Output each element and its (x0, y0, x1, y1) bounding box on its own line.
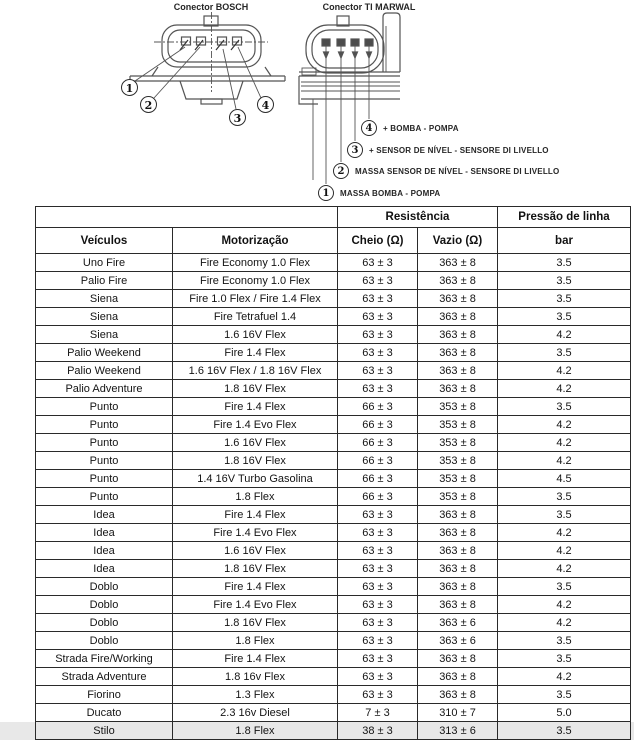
cell-resistencia-cheio: 63 ± 3 (338, 290, 418, 308)
cell-pressao-bar: 4.2 (498, 614, 631, 632)
cell-pressao-bar: 3.5 (498, 632, 631, 650)
cell-resistencia-cheio: 66 ± 3 (338, 434, 418, 452)
table-row (36, 668, 631, 686)
cell-veiculo: Punto (36, 470, 173, 488)
cell-pressao-bar: 4.2 (498, 668, 631, 686)
cell-veiculo: Idea (36, 524, 173, 542)
cell-resistencia-cheio: 63 ± 3 (338, 614, 418, 632)
cell-pressao-bar: 4.2 (498, 380, 631, 398)
cell-motorizacao: Fire 1.4 Flex (173, 344, 338, 362)
table-row (36, 686, 631, 704)
cell-veiculo: Doblo (36, 632, 173, 650)
cell-resistencia-cheio: 63 ± 3 (338, 560, 418, 578)
cell-resistencia-vazio: 353 ± 8 (418, 416, 498, 434)
cell-resistencia-vazio: 363 ± 8 (418, 578, 498, 596)
cell-resistencia-cheio: 66 ± 3 (338, 398, 418, 416)
table-row (36, 308, 631, 326)
cell-veiculo: Punto (36, 452, 173, 470)
cell-resistencia-cheio: 38 ± 3 (338, 722, 418, 740)
cell-resistencia-vazio: 363 ± 8 (418, 542, 498, 560)
cell-pressao-bar: 4.2 (498, 452, 631, 470)
cell-resistencia-cheio: 66 ± 3 (338, 488, 418, 506)
cell-motorizacao: 1.3 Flex (173, 686, 338, 704)
cell-resistencia-vazio: 363 ± 8 (418, 506, 498, 524)
cell-resistencia-cheio: 63 ± 3 (338, 506, 418, 524)
cell-resistencia-cheio: 63 ± 3 (338, 632, 418, 650)
group-header-blank (36, 207, 338, 228)
cell-pressao-bar: 3.5 (498, 308, 631, 326)
cell-veiculo: Siena (36, 308, 173, 326)
cell-resistencia-cheio: 63 ± 3 (338, 254, 418, 272)
cell-resistencia-cheio: 63 ± 3 (338, 272, 418, 290)
cell-pressao-bar: 4.2 (498, 560, 631, 578)
cell-pressao-bar: 4.2 (498, 542, 631, 560)
cell-veiculo: Strada Adventure (36, 668, 173, 686)
cell-resistencia-cheio: 66 ± 3 (338, 470, 418, 488)
table-column-header-row (36, 228, 631, 254)
table-row (36, 272, 631, 290)
cell-veiculo: Idea (36, 560, 173, 578)
cell-resistencia-cheio: 66 ± 3 (338, 452, 418, 470)
cell-motorizacao: Fire 1.0 Flex / Fire 1.4 Flex (173, 290, 338, 308)
cell-motorizacao: Fire 1.4 Evo Flex (173, 524, 338, 542)
table-row (36, 650, 631, 668)
cell-resistencia-vazio: 363 ± 8 (418, 326, 498, 344)
cell-resistencia-vazio: 363 ± 6 (418, 632, 498, 650)
cell-motorizacao: Fire Economy 1.0 Flex (173, 254, 338, 272)
cell-veiculo: Punto (36, 434, 173, 452)
cell-pressao-bar: 3.5 (498, 686, 631, 704)
cell-pressao-bar: 3.5 (498, 290, 631, 308)
cell-pressao-bar: 3.5 (498, 722, 631, 740)
marwal-pins (322, 39, 373, 58)
column-header-cheio: Cheio (Ω) (338, 228, 418, 254)
table-row (36, 704, 631, 722)
group-header-pressao: Pressão de linha (498, 207, 631, 228)
cell-resistencia-vazio: 353 ± 8 (418, 488, 498, 506)
cell-motorizacao: Fire 1.4 Evo Flex (173, 596, 338, 614)
cell-veiculo: Punto (36, 398, 173, 416)
cell-veiculo: Punto (36, 416, 173, 434)
bosch-callout-3-icon: 3 (229, 109, 246, 126)
table-row (36, 290, 631, 308)
cell-veiculo: Idea (36, 542, 173, 560)
cell-motorizacao: Fire 1.4 Evo Flex (173, 416, 338, 434)
cell-veiculo: Stilo (36, 722, 173, 740)
cell-resistencia-vazio: 353 ± 8 (418, 398, 498, 416)
fuel-pump-spec-table (35, 206, 631, 740)
cell-resistencia-vazio: 363 ± 8 (418, 254, 498, 272)
table-row (36, 434, 631, 452)
cell-veiculo: Uno Fire (36, 254, 173, 272)
cell-veiculo: Palio Weekend (36, 344, 173, 362)
table-row (36, 596, 631, 614)
cell-motorizacao: Fire 1.4 Flex (173, 398, 338, 416)
cell-resistencia-cheio: 63 ± 3 (338, 326, 418, 344)
cell-pressao-bar: 4.2 (498, 416, 631, 434)
cell-pressao-bar: 4.2 (498, 524, 631, 542)
marwal-connector-drawing (299, 13, 400, 184)
cell-resistencia-cheio: 63 ± 3 (338, 308, 418, 326)
cell-resistencia-vazio: 363 ± 8 (418, 308, 498, 326)
table-row (36, 398, 631, 416)
bosch-connector-label: Conector BOSCH (173, 2, 249, 12)
cell-pressao-bar: 3.5 (498, 578, 631, 596)
table-row (36, 380, 631, 398)
legend-item-1 (318, 185, 440, 201)
cell-motorizacao: 1.8 16V Flex (173, 452, 338, 470)
cell-resistencia-cheio: 63 ± 3 (338, 362, 418, 380)
cell-pressao-bar: 4.5 (498, 470, 631, 488)
legend-item-3 (347, 142, 549, 158)
cell-veiculo: Doblo (36, 614, 173, 632)
cell-resistencia-vazio: 363 ± 6 (418, 614, 498, 632)
table-row (36, 506, 631, 524)
legend-number-3-icon: 3 (347, 142, 363, 158)
cell-pressao-bar: 5.0 (498, 704, 631, 722)
column-header-vazio: Vazio (Ω) (418, 228, 498, 254)
table-row (36, 344, 631, 362)
cell-motorizacao: 1.6 16V Flex (173, 326, 338, 344)
cell-veiculo: Doblo (36, 578, 173, 596)
table-row (36, 542, 631, 560)
cell-pressao-bar: 3.5 (498, 488, 631, 506)
cell-motorizacao: 1.8 Flex (173, 632, 338, 650)
cell-resistencia-vazio: 363 ± 8 (418, 362, 498, 380)
cell-resistencia-vazio: 363 ± 8 (418, 650, 498, 668)
cell-motorizacao: 1.6 16V Flex (173, 434, 338, 452)
cell-resistencia-vazio: 363 ± 8 (418, 272, 498, 290)
column-header-motorizacao: Motorização (173, 228, 338, 254)
cell-veiculo: Palio Fire (36, 272, 173, 290)
table-row (36, 362, 631, 380)
table-row (36, 722, 631, 740)
bosch-callout-4-icon: 4 (257, 96, 274, 113)
cell-veiculo: Palio Weekend (36, 362, 173, 380)
cell-resistencia-cheio: 63 ± 3 (338, 668, 418, 686)
cell-motorizacao: 1.8 16V Flex (173, 614, 338, 632)
cell-resistencia-cheio: 63 ± 3 (338, 596, 418, 614)
cell-pressao-bar: 3.5 (498, 650, 631, 668)
legend-item-4 (361, 120, 459, 136)
table-row (36, 614, 631, 632)
cell-resistencia-cheio: 7 ± 3 (338, 704, 418, 722)
legend-number-4-icon: 4 (361, 120, 377, 136)
group-header-resistencia: Resistência (338, 207, 498, 228)
cell-resistencia-vazio: 363 ± 8 (418, 290, 498, 308)
cell-pressao-bar: 3.5 (498, 344, 631, 362)
cell-veiculo: Strada Fire/Working (36, 650, 173, 668)
cell-resistencia-vazio: 353 ± 8 (418, 452, 498, 470)
legend-number-2-icon: 2 (333, 163, 349, 179)
table-row (36, 416, 631, 434)
cell-motorizacao: Fire 1.4 Flex (173, 650, 338, 668)
column-header-bar: bar (498, 228, 631, 254)
cell-resistencia-vazio: 313 ± 6 (418, 722, 498, 740)
cell-veiculo: Siena (36, 290, 173, 308)
cell-pressao-bar: 3.5 (498, 254, 631, 272)
legend-label-2: MASSA SENSOR DE NÍVEL - SENSORE DI LIVELLO (355, 166, 560, 176)
bosch-callout-2-icon: 2 (140, 96, 157, 113)
cell-resistencia-vazio: 363 ± 8 (418, 596, 498, 614)
cell-veiculo: Doblo (36, 596, 173, 614)
bosch-pins (180, 37, 242, 50)
cell-pressao-bar: 3.5 (498, 506, 631, 524)
cell-motorizacao: 1.8 16V Flex (173, 380, 338, 398)
cell-resistencia-vazio: 363 ± 8 (418, 560, 498, 578)
legend-label-1: MASSA BOMBA - POMPA (340, 188, 441, 198)
bosch-connector-drawing (130, 12, 285, 109)
table-row (36, 470, 631, 488)
table-row (36, 452, 631, 470)
cell-resistencia-vazio: 363 ± 8 (418, 344, 498, 362)
table-row (36, 524, 631, 542)
cell-motorizacao: Fire 1.4 Flex (173, 578, 338, 596)
cell-motorizacao: Fire Economy 1.0 Flex (173, 272, 338, 290)
cell-motorizacao: 1.8 16V Flex (173, 560, 338, 578)
table-row (36, 254, 631, 272)
cell-veiculo: Siena (36, 326, 173, 344)
legend-label-4: + BOMBA - POMPA (383, 123, 459, 133)
cell-resistencia-vazio: 310 ± 7 (418, 704, 498, 722)
cell-resistencia-vazio: 363 ± 8 (418, 686, 498, 704)
cell-resistencia-cheio: 63 ± 3 (338, 650, 418, 668)
cell-veiculo: Fiorino (36, 686, 173, 704)
cell-motorizacao: 1.8 16v Flex (173, 668, 338, 686)
cell-resistencia-cheio: 63 ± 3 (338, 380, 418, 398)
table-row (36, 560, 631, 578)
legend-label-3: + SENSOR DE NÍVEL - SENSORE DI LIVELLO (369, 145, 549, 155)
cell-pressao-bar: 3.5 (498, 398, 631, 416)
cell-veiculo: Idea (36, 506, 173, 524)
marwal-connector-label: Conector TI MARWAL (322, 2, 416, 12)
table-row (36, 488, 631, 506)
cell-pressao-bar: 4.2 (498, 596, 631, 614)
cell-resistencia-vazio: 363 ± 8 (418, 380, 498, 398)
cell-resistencia-cheio: 63 ± 3 (338, 578, 418, 596)
cell-resistencia-cheio: 63 ± 3 (338, 542, 418, 560)
cell-motorizacao: 1.6 16V Flex / 1.8 16V Flex (173, 362, 338, 380)
table-row (36, 578, 631, 596)
bosch-callout-1-icon: 1 (121, 79, 138, 96)
cell-veiculo: Punto (36, 488, 173, 506)
cell-resistencia-vazio: 363 ± 8 (418, 668, 498, 686)
cell-resistencia-vazio: 353 ± 8 (418, 434, 498, 452)
cell-motorizacao: Fire 1.4 Flex (173, 506, 338, 524)
cell-resistencia-cheio: 63 ± 3 (338, 524, 418, 542)
cell-veiculo: Ducato (36, 704, 173, 722)
cell-motorizacao: 1.8 Flex (173, 722, 338, 740)
legend-number-1-icon: 1 (318, 185, 334, 201)
cell-resistencia-cheio: 63 ± 3 (338, 344, 418, 362)
connector-diagram-section (0, 0, 634, 207)
table-row (36, 632, 631, 650)
cell-resistencia-vazio: 363 ± 8 (418, 524, 498, 542)
cell-motorizacao: 2.3 16v Diesel (173, 704, 338, 722)
cell-pressao-bar: 4.2 (498, 434, 631, 452)
cell-pressao-bar: 4.2 (498, 362, 631, 380)
cell-pressao-bar: 4.2 (498, 326, 631, 344)
cell-motorizacao: 1.8 Flex (173, 488, 338, 506)
cell-pressao-bar: 3.5 (498, 272, 631, 290)
cell-motorizacao: 1.6 16V Flex (173, 542, 338, 560)
table-row (36, 326, 631, 344)
cell-veiculo: Palio Adventure (36, 380, 173, 398)
cell-resistencia-vazio: 353 ± 8 (418, 470, 498, 488)
cell-resistencia-cheio: 66 ± 3 (338, 416, 418, 434)
cell-resistencia-cheio: 63 ± 3 (338, 686, 418, 704)
column-header-veiculos: Veículos (36, 228, 173, 254)
cell-motorizacao: 1.4 16V Turbo Gasolina (173, 470, 338, 488)
table-group-header-row (36, 207, 631, 228)
cell-motorizacao: Fire Tetrafuel 1.4 (173, 308, 338, 326)
legend-item-2 (333, 163, 559, 179)
